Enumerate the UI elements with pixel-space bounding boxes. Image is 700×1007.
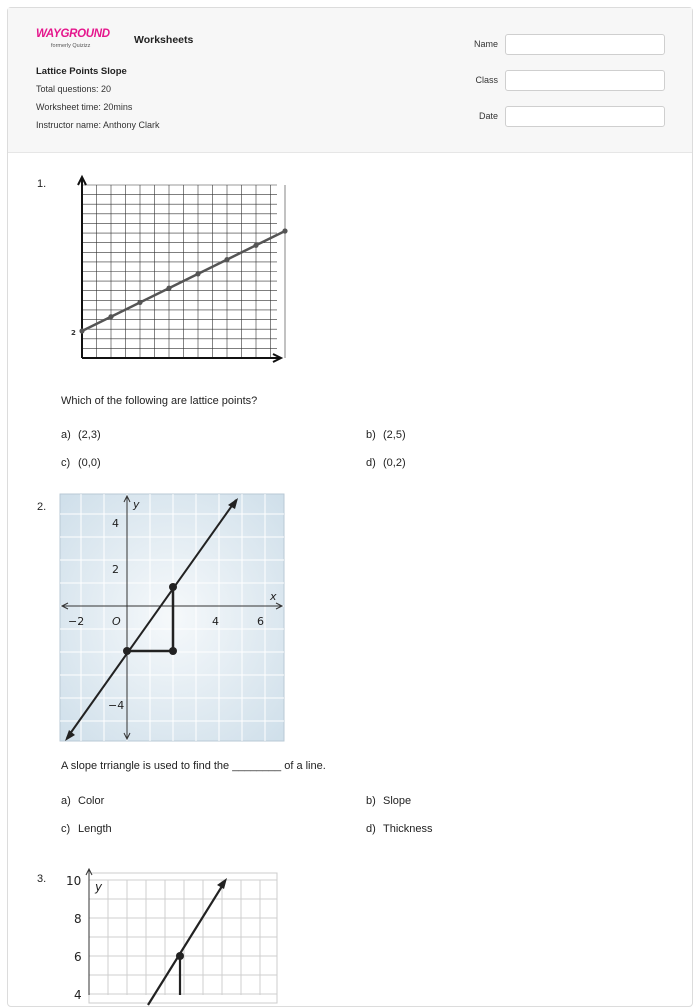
- graph-2-tick-y4: 4: [112, 517, 119, 530]
- graph-2-tick-xneg2: −2: [68, 615, 85, 628]
- lattice-point: [224, 257, 229, 262]
- date-field[interactable]: [505, 106, 665, 127]
- question-2-option-a[interactable]: [61, 795, 104, 807]
- graph-1-grid: [82, 185, 285, 358]
- graph-3-tick-y4: 4: [74, 988, 82, 1002]
- graph-2-point-corner: [169, 647, 177, 655]
- question-2-option-c[interactable]: [61, 823, 112, 835]
- worksheet-time: Worksheet time: 20mins: [36, 102, 133, 112]
- graph-3-point: [176, 952, 184, 960]
- option-letter: c): [61, 823, 71, 835]
- question-2-graph: [60, 494, 284, 741]
- question-1-option-d[interactable]: [366, 457, 406, 469]
- option-text: (2,5): [383, 429, 406, 441]
- instructor-name: Instructor name: Anthony Clark: [36, 120, 160, 130]
- question-2-option-d[interactable]: [366, 823, 433, 835]
- question-1-option-b[interactable]: [366, 429, 406, 441]
- class-field[interactable]: [505, 70, 665, 91]
- graph-3-tick-y6: 6: [74, 950, 82, 964]
- lattice-point: [79, 328, 84, 333]
- question-3-number: 3.: [37, 873, 47, 885]
- brand-label: Worksheets: [134, 34, 194, 46]
- question-1-option-a[interactable]: [61, 429, 101, 441]
- name-label: Name: [473, 39, 498, 49]
- wayground-logo: [36, 28, 128, 54]
- lattice-point: [108, 314, 113, 319]
- lattice-point: [137, 300, 142, 305]
- worksheet: [7, 7, 693, 1007]
- graph-2-x-axis-label: x: [270, 590, 277, 603]
- option-text: (2,3): [78, 429, 101, 441]
- option-letter: d): [366, 823, 376, 835]
- logo-subtext: formerly Quizizz: [51, 43, 91, 49]
- graph-2-tick-x6: 6: [257, 615, 264, 628]
- graph-2-tick-x4: 4: [212, 615, 219, 628]
- option-text: Slope: [383, 795, 412, 807]
- question-2-number: 2.: [37, 501, 47, 513]
- question-3-graph: [63, 865, 283, 1002]
- lattice-point: [282, 228, 287, 233]
- lattice-point: [253, 243, 258, 248]
- option-letter: b): [366, 795, 376, 807]
- graph-2-tick-y2: 2: [112, 563, 119, 576]
- graph-2-point-low: [123, 647, 131, 655]
- option-letter: a): [61, 429, 71, 441]
- question-1-option-c[interactable]: [61, 457, 101, 469]
- question-1-graph: [63, 173, 293, 368]
- option-letter: c): [61, 457, 71, 469]
- graph-2-point-high: [169, 583, 177, 591]
- option-text: (0,2): [383, 457, 406, 469]
- question-2-text: A slope trriangle is used to find the ________ of a line.: [61, 760, 326, 772]
- graph-2-tick-yneg4: −4: [108, 699, 125, 712]
- name-field[interactable]: [505, 34, 665, 55]
- question-2-option-b[interactable]: [366, 795, 411, 807]
- graph-2-y-axis-label: y: [133, 498, 140, 511]
- graph-1-y-label: 2: [71, 329, 76, 337]
- lattice-point: [195, 271, 200, 276]
- class-label: Class: [475, 75, 498, 85]
- worksheet-title: Lattice Points Slope: [36, 66, 127, 77]
- option-letter: d): [366, 457, 376, 469]
- question-1-number: 1.: [37, 178, 47, 190]
- option-text: Length: [78, 823, 112, 835]
- date-label: Date: [478, 111, 498, 121]
- option-letter: a): [61, 795, 71, 807]
- option-text: (0,0): [78, 457, 101, 469]
- option-text: Thickness: [383, 823, 433, 835]
- lattice-point: [166, 286, 171, 291]
- graph-2-origin: O: [112, 615, 121, 628]
- graph-3-tick-y8: 8: [74, 912, 82, 926]
- question-1-text: Which of the following are lattice points?: [61, 395, 258, 407]
- logo-wordmark: WAYGROUND: [36, 28, 110, 40]
- option-text: Color: [78, 795, 105, 807]
- graph-3-tick-y10: 10: [66, 874, 82, 888]
- total-questions: Total questions: 20: [36, 84, 112, 94]
- worksheet-header: [8, 8, 692, 153]
- option-letter: b): [366, 429, 376, 441]
- graph-3-background: [89, 873, 277, 1003]
- graph-3-y-axis-label: y: [95, 880, 103, 894]
